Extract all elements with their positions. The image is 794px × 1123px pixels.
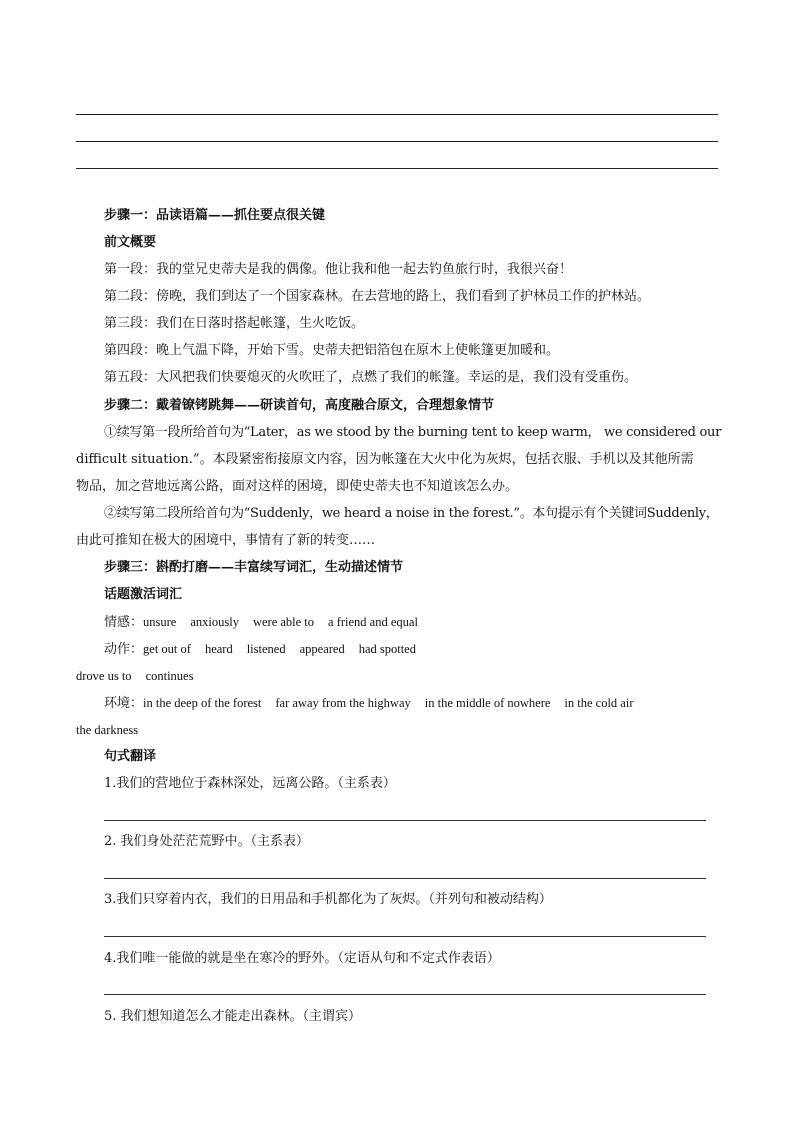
translation-item-5: 5. 我们想知道怎么才能走出森林。（主谓宾） [104,1009,362,1024]
vocab-action-row-cont [76,667,193,686]
vocab-word: a friend and equal [328,615,418,629]
step2-item1-line2: difficult situation.”。本段紧密衔接原文内容，因为帐篷在大火中化为灰烬，包括衣服、手机以及其他所需 [76,452,694,467]
vocab-word: were able to [252,615,315,629]
step2-item1-line3: 物品，加之营地远离公路，面对这样的困境，即使史蒂夫也不知道该怎么办。 [76,479,519,494]
header-rule-1 [76,114,718,115]
step2-item1-line1: ①续写第一段所给首句为“Later，as we stood by the burning tent to keep warm， we considered our [104,425,722,440]
vocab-emotion-row [104,613,418,632]
vocab-word: continues [145,669,194,683]
vocab-environment-row-cont [76,721,138,740]
vocab-heading: 话题激活词汇 [104,587,183,602]
summary-paragraph-2: 第二段：傍晚，我们到达了一个国家森林。在去营地的路上，我们看到了护林员工作的护林站。 [104,289,651,304]
vocab-environment-row [104,694,634,713]
vocab-word: appeared [299,642,345,656]
vocab-word: in the deep of the forest [143,696,262,710]
vocab-emotion-label: 情感： [104,615,144,630]
vocab-word: heard [204,642,233,656]
answer-line-4[interactable] [104,994,706,995]
vocab-word: in the cold air [564,696,634,710]
vocab-word: anxiously [190,615,239,629]
vocab-word: get out of [143,642,191,656]
header-rule-3 [76,168,718,169]
vocab-word: had spotted [358,642,416,656]
translation-item-1: 1.我们的营地位于森林深处，远离公路。（主系表） [104,776,396,791]
answer-line-1[interactable] [104,820,706,821]
summary-paragraph-4: 第四段：晚上气温下降，开始下雪。史蒂夫把铝箔包在原木上使帐篷更加暖和。 [104,343,560,358]
vocab-action-label: 动作： [104,642,144,657]
vocab-word: the darkness [76,723,139,737]
summary-paragraph-1: 第一段：我的堂兄史蒂夫是我的偶像。他让我和他一起去钓鱼旅行时，我很兴奋！ [104,262,573,277]
translation-heading: 句式翻译 [104,749,157,764]
step2-item2-line2: 由此可推知在极大的困境中，事情有了新的转变…… [76,533,376,548]
summary-paragraph-5: 第五段：大风把我们快要熄灭的火吹旺了，点燃了我们的帐篷。幸运的是，我们没有受重伤。 [104,370,638,385]
answer-line-3[interactable] [104,936,706,937]
summary-heading: 前文概要 [104,235,157,250]
vocab-action-row [104,640,416,659]
step2-item2-line1: ②续写第二段所给首句为“Suddenly，we heard a noise in the forest.”。本句提示有个关键词Suddenly， [104,506,719,521]
vocab-word: drove us to [76,669,132,683]
step3-title: 步骤三：斟酌打磨——丰富续写词汇，生动描述情节 [104,560,404,575]
vocab-word: in the middle of nowhere [424,696,551,710]
translation-item-2: 2. 我们身处茫茫荒野中。（主系表） [104,834,310,849]
translation-item-3: 3.我们只穿着内衣，我们的日用品和手机都化为了灰烬。（并列句和被动结构） [104,892,552,907]
vocab-environment-label: 环境： [104,696,144,711]
vocab-word: far away from the highway [275,696,411,710]
vocab-word: listened [246,642,286,656]
step1-title: 步骤一：品读语篇——抓住要点很关键 [104,208,326,223]
step2-title: 步骤二：戴着镣铐跳舞——研读首句，高度融合原文，合理想象情节 [104,398,495,413]
translation-item-4: 4.我们唯一能做的就是坐在寒冷的野外。（定语从句和不定式作表语） [104,951,500,966]
header-rule-2 [76,141,718,142]
answer-line-2[interactable] [104,878,706,879]
summary-paragraph-3: 第三段：我们在日落时搭起帐篷，生火吃饭。 [104,316,365,331]
vocab-word: unsure [143,615,177,629]
